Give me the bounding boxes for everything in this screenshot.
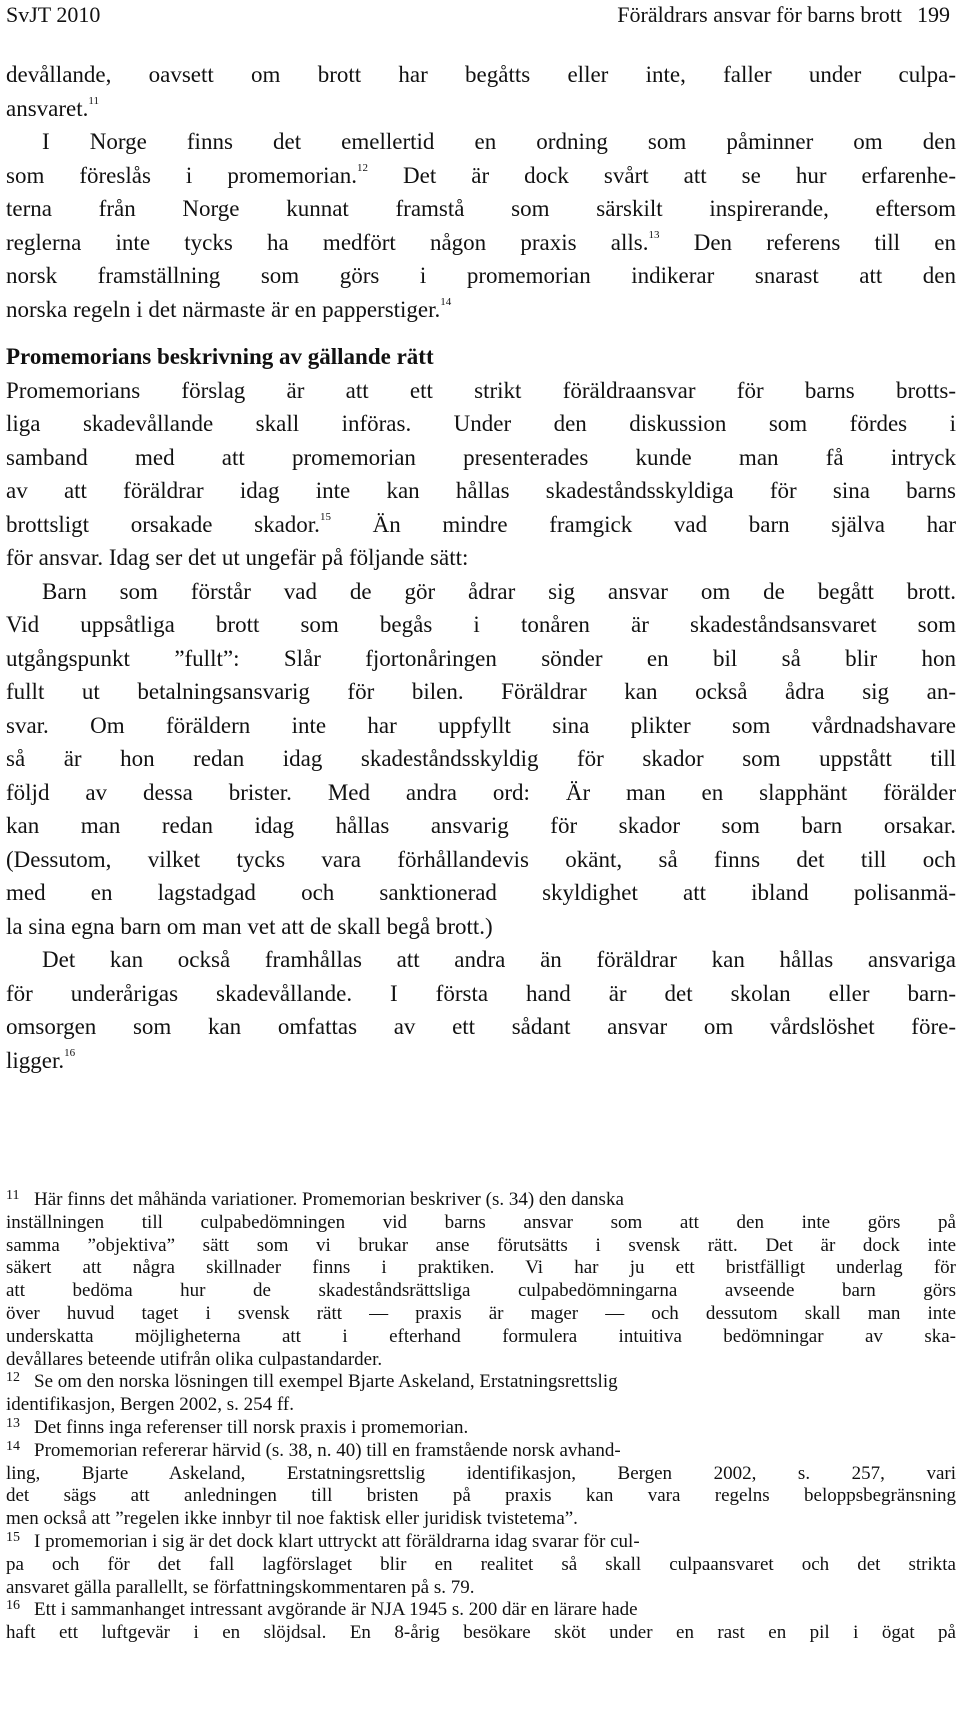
section-heading: Promemorians beskrivning av gällande rätt — [6, 344, 434, 369]
text-line: norska regeln i det närmaste är en papperstiger.$^{14}$ — [6, 295, 452, 322]
body-text — [6, 58, 956, 1077]
text-line: I Norge finns det emellertid en ordning som påminner om den — [42, 129, 956, 154]
footnote-line: samma ”objektiva” sätt som vi brukar anse förutsätts i svensk rätt. Det är dock inte — [6, 1234, 956, 1256]
footnote-line: underskatta möjligheterna att i efterhand formulera intuitiva bedömningar av ska- — [6, 1325, 956, 1347]
text-line: reglerna inte tycks ha medfört någon praxis alls.$^{13}$ Den referens till en — [6, 228, 956, 255]
text-line: norsk framställning som görs i promemorian indikerar snarast att den — [6, 263, 956, 288]
text-line: fullt ut betalningsansvarig för bilen. Föräldrar kan också ådra sig an- — [6, 679, 956, 704]
running-title: Föräldrars ansvar för barns brott — [617, 2, 902, 27]
footnote-line: att bedöma hur de skadeståndsrättsliga culpabedömningarna avseende barn görs — [6, 1280, 956, 1302]
footnote-line: 15 I promemorian i sig är det dock klart uttryckt att föräldrarna idag svarar för cul- — [6, 1529, 640, 1552]
footnote-ref[interactable]: 14 — [440, 295, 452, 308]
footnote-line: men också att ”regelen ikke innbyr til noe faktisk eller juridisk tvistetema”. — [6, 1508, 578, 1530]
footnote-line: haft ett luftgevär i en slöjdsal. En 8-årig besökare sköt under en rast en pil i ögat på — [6, 1622, 956, 1644]
text-line: kan man redan idag hållas ansvarig för skador som barn orsakar. — [6, 813, 956, 838]
footnote-line: 13 Det finns inga referenser till norsk praxis i promemorian. — [6, 1415, 469, 1438]
text-line: som föreslås i promemorian.$^{12}$ Det är dock svårt att se hur erfarenhe- — [6, 161, 956, 188]
footnote-line: pa och för det fall lagförslaget blir en realitet så skall culpaansvaret och det strikta — [6, 1553, 956, 1575]
footnote-line: det sägs att anledningen till bristen på praxis kan vara regelns beloppsbegränsning — [6, 1485, 956, 1507]
text-line: liga skadevållande skall införas. Under den diskussion som fördes i — [6, 411, 956, 436]
footnote-ref[interactable]: 13 — [648, 228, 660, 241]
footnote-ref[interactable]: 11 — [88, 94, 99, 107]
text-line: brottsligt orsakade skador.$^{15}$ Än mindre framgick vad barn själva har — [6, 510, 956, 537]
footnote-line: ling, Bjarte Askeland, Erstatningsrettslig identifikasjon, Bergen 2002, s. 257, vari — [6, 1462, 956, 1484]
text-line: (Dessutom, vilket tycks vara förhållandevis okänt, så finns det till och — [6, 846, 956, 872]
footnote-line: 16 Ett i sammanhanget intressant avgörande är NJA 1945 s. 200 där en lärare hade — [6, 1598, 638, 1621]
footnote-line: säkert att några skillnader finns i praktiken. Vi har ju ett bristfälligt underlag för — [6, 1257, 956, 1279]
text-line: av att föräldrar idag inte kan hållas skadeståndsskyldiga för sina barns — [6, 478, 956, 503]
text-line: terna från Norge kunnat framstå som särskilt inspirerande, eftersom — [6, 196, 956, 221]
text-line: för ansvar. Idag ser det ut ungefär på följande sätt: — [6, 545, 469, 570]
footnote-ref[interactable]: 12 — [357, 161, 368, 174]
text-line: följd av dessa brister. Med andra ord: Är man en slapphänt förälder — [6, 779, 956, 805]
footnote-line: 12 Se om den norska lösningen till exempel Bjarte Askeland, Erstatningsrettslig — [6, 1370, 618, 1393]
page-number: 199 — [917, 2, 950, 27]
text-line: ansvaret.$^{11}$ — [6, 94, 99, 121]
text-line: med en lagstadgad och sanktionerad skyldighet att ibland polisanmä- — [6, 880, 956, 905]
footnote-line: över huvud taget i svensk rätt — praxis är mager — och dessutom skall man inte — [6, 1302, 956, 1324]
journal-name: SvJT 2010 — [6, 2, 101, 27]
footnote-line: inställningen till culpabedömningen vid barns ansvar som att den inte görs på — [6, 1211, 956, 1233]
footnote-line: 11 Här finns det måhända variationer. Promemorian beskriver (s. 34) den danska — [6, 1188, 624, 1210]
footnote-line: 14 Promemorian refererar härvid (s. 38, n. 40) till en framstående norsk avhand- — [6, 1438, 621, 1461]
footnotes — [6, 1189, 956, 1645]
text-line: samband med att promemorian presenterades kunde man få intryck — [6, 444, 956, 470]
text-line: så är hon redan idag skadeståndsskyldig för skador som uppstått till — [6, 746, 956, 771]
text-line: svar. Om föräldern inte har uppfyllt sina plikter som vårdnadshavare — [6, 712, 956, 738]
text-line: Det kan också framhållas att andra än föräldrar kan hållas ansvariga — [42, 947, 956, 972]
text-line: ligger.$^{16}$ — [6, 1046, 76, 1073]
text-line: Barn som förstår vad de gör ådrar sig ansvar om de begått brott. — [42, 578, 956, 604]
footnote-line: ansvaret gälla parallellt, se författningskommentaren på s. 79. — [6, 1576, 475, 1598]
text-line: Promemorians förslag är att ett strikt föräldraansvar för barns brotts- — [6, 377, 956, 403]
page-header — [6, 0, 950, 30]
footnote-line: devållares beteende utifrån olika culpastandarder. — [6, 1348, 383, 1370]
footnote-ref[interactable]: 16 — [64, 1046, 76, 1059]
text-line: utgångspunkt ”fullt”: Slår fjortonåringen sönder en bil så blir hon — [6, 645, 956, 671]
text-line: la sina egna barn om man vet att de skall begå brott.) — [6, 913, 493, 939]
footnote-ref[interactable]: 15 — [319, 510, 331, 523]
text-line: devållande, oavsett om brott har begåtts eller inte, faller under culpa- — [6, 62, 956, 87]
footnote-line: identifikasjon, Bergen 2002, s. 254 ff. — [6, 1394, 294, 1416]
text-line: Vid uppsåtliga brott som begås i tonåren är skadeståndsansvaret som — [6, 612, 956, 637]
text-line: för underårigas skadevållande. I första hand är det skolan eller barn- — [6, 980, 956, 1006]
text-line: omsorgen som kan omfattas av ett sådant ansvar om vårdslöshet före- — [6, 1014, 956, 1039]
